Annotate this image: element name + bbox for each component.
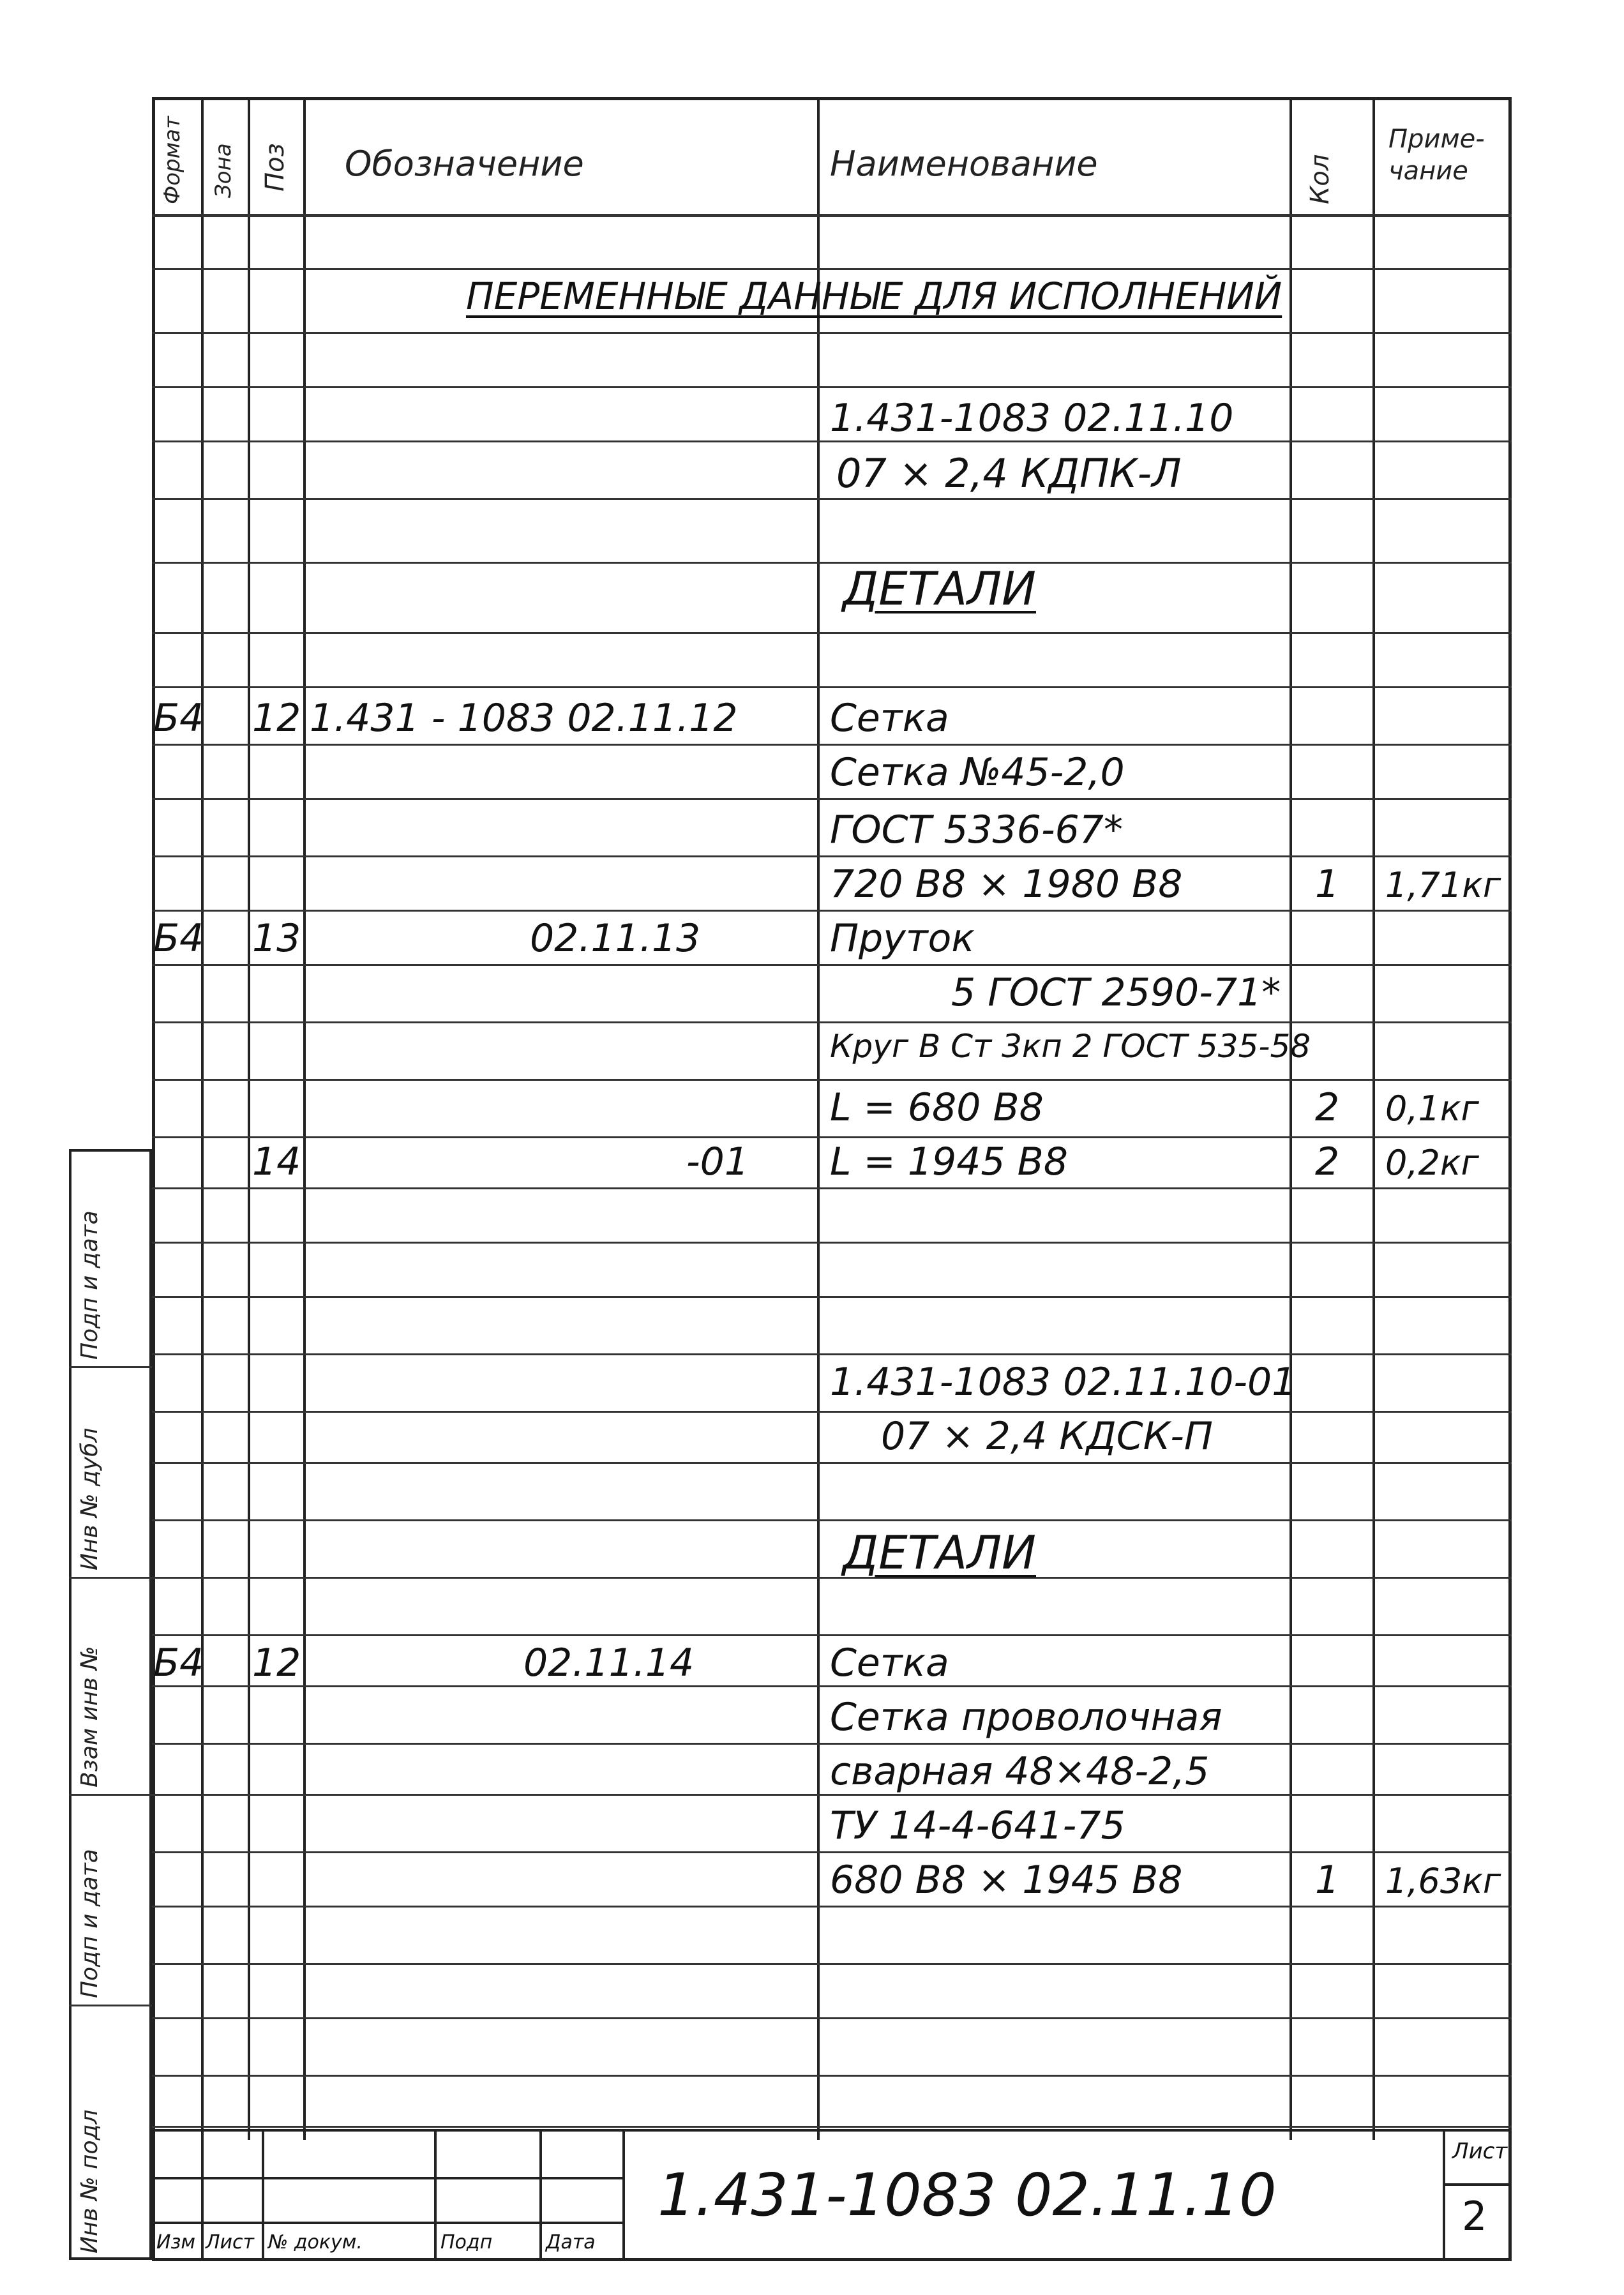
row-line (152, 1634, 1512, 1636)
qty-cell: 1 (1315, 862, 1340, 907)
stamp-sheet-label: Лист (1452, 2139, 1508, 2164)
row-line (152, 562, 1512, 564)
name-cell: L = 1945 В8 (830, 1140, 1068, 1184)
row-line (152, 1462, 1512, 1464)
format-cell: Б4 (153, 916, 204, 961)
name-cell: 07 × 2,4 КДПК-Л (836, 450, 1182, 497)
name-cell: Сетка проволочная (830, 1695, 1222, 1740)
side-label-podp-date-2: Подп и дата (77, 1210, 103, 1360)
stamp-document-code: 1.431-1083 02.11.10 (658, 2161, 1277, 2229)
col-divider-name (1289, 97, 1292, 2140)
row-line (152, 798, 1512, 800)
row-line (152, 1577, 1512, 1579)
note-cell: 0,2кг (1385, 1143, 1479, 1183)
header-note-line1: Приме- (1388, 124, 1485, 154)
name-cell: 07 × 2,4 КДСК-П (881, 1414, 1213, 1459)
stamp-col-divider (262, 2129, 264, 2260)
name-cell: 720 В8 × 1980 В8 (830, 862, 1183, 907)
header-zone: Зона (211, 143, 236, 198)
stamp-col-divider (201, 2129, 204, 2260)
row-line (152, 744, 1512, 746)
row-line (152, 1411, 1512, 1413)
row-line (152, 332, 1512, 334)
section-title-details: ДЕТАЛИ (843, 1526, 1036, 1579)
name-cell: 680 В8 × 1945 В8 (830, 1858, 1183, 1902)
qty-cell: 1 (1315, 1858, 1340, 1902)
stamp-col-divider (539, 2129, 542, 2260)
row-line (152, 1851, 1512, 1853)
format-cell: Б4 (153, 1641, 204, 1685)
name-cell: Сетка (830, 1641, 949, 1685)
format-cell: Б4 (153, 696, 204, 741)
name-cell: 5 ГОСТ 2590-71* (951, 970, 1281, 1015)
designation-cell: 02.11.14 (523, 1641, 695, 1685)
stamp-divider (622, 2129, 625, 2260)
stamp-col-podp: Подп (440, 2231, 493, 2254)
stamp-divider (1443, 2183, 1512, 2186)
stamp-col-line (152, 2222, 622, 2224)
row-line (152, 268, 1512, 270)
side-divider (69, 2005, 152, 2006)
side-divider (69, 1577, 152, 1579)
header-designation: Обозначение (345, 144, 584, 184)
designation-cell: 02.11.13 (530, 916, 701, 961)
header-note-line2: чание (1388, 156, 1468, 186)
name-cell: Сетка (830, 696, 949, 741)
row-line (152, 1519, 1512, 1521)
name-cell: 1.431-1083 02.11.10-01 (830, 1360, 1297, 1404)
section-title-variable-data: ПЕРЕМЕННЫЕ ДАННЫЕ ДЛЯ ИСПОЛНЕНИЙ (466, 275, 1282, 318)
row-line (152, 686, 1512, 688)
row-line (152, 1079, 1512, 1081)
stamp-col-list: Лист (206, 2231, 255, 2254)
name-cell: ГОСТ 5336-67* (830, 808, 1123, 852)
col-divider-zone (248, 97, 250, 2140)
row-line (152, 1743, 1512, 1745)
row-line (152, 1906, 1512, 1907)
row-line (152, 1021, 1512, 1023)
side-label-inv-dubl: Инв № дубл (77, 1427, 103, 1570)
side-divider (69, 1366, 152, 1368)
row-line (152, 498, 1512, 500)
note-cell: 0,1кг (1385, 1088, 1479, 1129)
name-cell: Круг В Ст 3кп 2 ГОСТ 535-58 (830, 1028, 1311, 1065)
row-line (152, 1685, 1512, 1687)
col-divider-format (201, 97, 204, 2140)
stamp-col-divider (434, 2129, 437, 2260)
row-line (152, 2017, 1512, 2019)
name-cell: Сетка №45-2,0 (830, 750, 1125, 795)
name-cell: 1.431-1083 02.11.10 (830, 396, 1234, 440)
row-line (152, 386, 1512, 388)
col-divider-pos (303, 97, 306, 2140)
side-label-inv-podl: Инв № подл (77, 2109, 103, 2254)
row-line (152, 2075, 1512, 2077)
stamp-col-docnum: № докум. (268, 2231, 363, 2254)
row-line (152, 1794, 1512, 1796)
note-cell: 1,63кг (1385, 1861, 1501, 1901)
row-line (152, 440, 1512, 442)
header-qty: Кол (1305, 154, 1335, 204)
pos-cell: 14 (252, 1140, 301, 1184)
row-line (152, 964, 1512, 966)
col-divider-designation (817, 97, 820, 2140)
stamp-sheet-number: 2 (1462, 2193, 1487, 2239)
pos-cell: 13 (252, 916, 301, 961)
pos-cell: 12 (252, 696, 301, 741)
row-line (152, 1242, 1512, 1244)
row-line (152, 1136, 1512, 1138)
col-divider-qty (1372, 97, 1375, 2140)
designation-cell: -01 (686, 1140, 749, 1184)
row-line (152, 1963, 1512, 1965)
name-cell: ТУ 14-4-641-75 (830, 1803, 1125, 1848)
note-cell: 1,71кг (1385, 865, 1501, 905)
side-label-vzam-inv: Взам инв № (77, 1646, 103, 1787)
designation-cell: 1.431 - 1083 02.11.12 (310, 696, 738, 741)
side-divider (69, 1794, 152, 1796)
qty-cell: 2 (1315, 1085, 1340, 1130)
qty-cell: 2 (1315, 1140, 1340, 1184)
row-line (152, 910, 1512, 912)
stamp-divider (1443, 2129, 1445, 2260)
name-cell: сварная 48×48-2,5 (830, 1749, 1210, 1794)
row-line (152, 1187, 1512, 1189)
row-line (152, 1296, 1512, 1298)
name-cell: L = 680 В8 (830, 1085, 1044, 1130)
header-separator (152, 214, 1512, 217)
stamp-col-line (152, 2177, 622, 2179)
side-label-podp-date: Подп и дата (77, 1849, 103, 1998)
section-title-details: ДЕТАЛИ (843, 562, 1036, 615)
row-line (152, 855, 1512, 857)
stamp-top (152, 2129, 1512, 2132)
name-cell: Пруток (830, 916, 975, 961)
header-format: Формат (160, 116, 185, 204)
stamp-col-date: Дата (546, 2231, 596, 2254)
header-pos: Поз (260, 143, 290, 192)
header-name: Наименование (830, 144, 1098, 184)
row-line (152, 632, 1512, 634)
pos-cell: 12 (252, 1641, 301, 1685)
stamp-col-izm: Изм (156, 2231, 196, 2254)
row-line (152, 1353, 1512, 1355)
row-line (152, 2126, 1512, 2128)
